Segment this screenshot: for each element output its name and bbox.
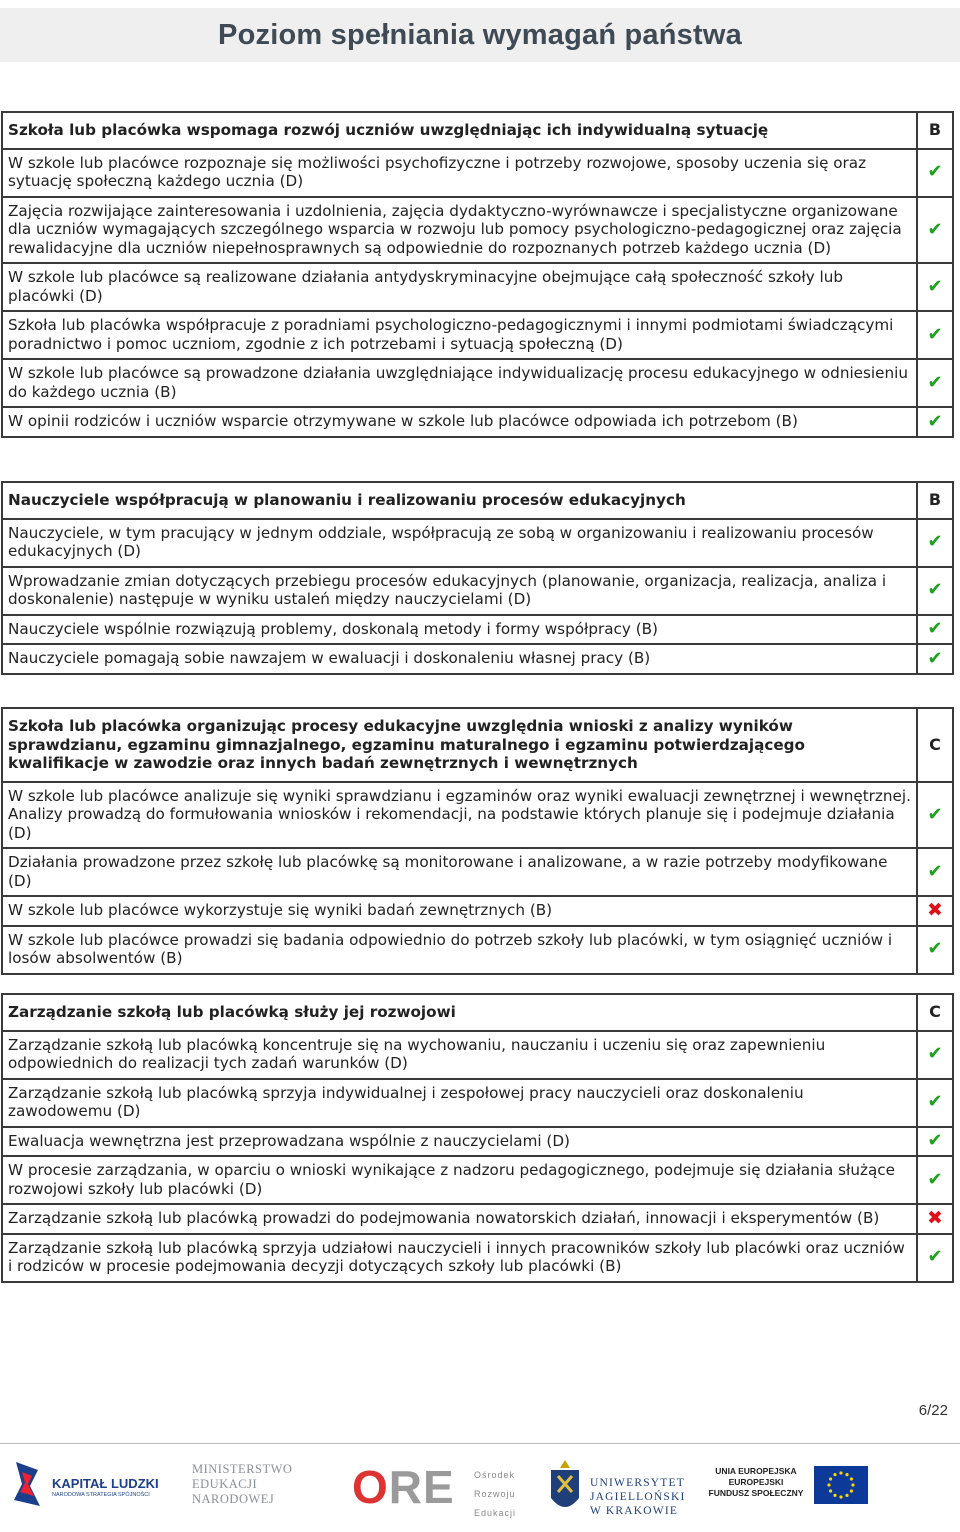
kapital-ludzki-subtitle: NARODOWA STRATEGIA SPÓJNOŚCI [52,1492,150,1498]
ministerstwo-line: MINISTERSTWO [192,1462,293,1476]
requirement-heading: Zarządzanie szkołą lub placówką służy jej rozwojowi [2,994,917,1031]
check-icon: ✔ [927,1168,943,1190]
check-icon: ✔ [927,1091,943,1113]
requirement-status-cell [917,1156,953,1204]
eu-line: FUNDUSZ SPOŁECZNY [708,1488,804,1498]
requirement-heading: Nauczyciele współpracują w planowaniu i realizowaniu procesów edukacyjnych [2,482,917,519]
requirement-item-row [2,615,953,645]
ore-line: Rozwoju [474,1489,516,1499]
ore-logo [352,1460,542,1522]
requirement-item-text: W szkole lub placówce prowadzi się badania odpowiednio do potrzeb szkoły lub placówki, w tym osiągnięć uczniów i losów absolwentów (B) [2,926,917,974]
eu-name [708,1466,804,1499]
requirement-grade: B [917,482,953,519]
page-number: 6/22 [918,1402,948,1419]
requirement-status-cell [917,1031,953,1079]
check-icon: ✔ [927,323,943,345]
requirement-heading-row [2,994,953,1031]
requirement-item-row [2,1031,953,1079]
requirement-item-text: Nauczyciele wspólnie rozwiązują problemy, doskonalą metody i formy współpracy (B) [2,615,917,645]
uj-crest-icon [548,1458,582,1518]
check-icon: ✔ [927,618,943,639]
requirement-item-row [2,782,953,849]
ministerstwo-line: NARODOWEJ [192,1492,275,1506]
cross-icon: ✖ [927,1207,943,1229]
ministerstwo-logo [192,1462,312,1518]
requirement-heading: Szkoła lub placówka wspomaga rozwój uczniów uwzględniając ich indywidualną sytuację [2,112,917,149]
requirement-status-cell [917,263,953,311]
requirement-status-cell [917,567,953,615]
requirement-table [1,993,954,1283]
requirement-item-row [2,263,953,311]
requirement-item-row [2,1234,953,1282]
uj-line: JAGIELLOŃSKI [590,1491,686,1503]
check-icon: ✔ [927,938,943,960]
requirement-status-cell [917,1204,953,1234]
uj-logo [548,1458,688,1522]
check-icon: ✔ [927,531,943,553]
requirement-item-text: W szkole lub placówce rozpoznaje się możliwości psychofizyczne i potrzeby rozwojowe, sposoby uczenia się oraz sytuację społeczną każdego ucznia (D) [2,149,917,197]
requirement-item-row [2,644,953,674]
requirement-status-cell [917,896,953,926]
requirement-item-text: W opinii rodziców i uczniów wsparcie otrzymywane w szkole lub placówce odpowiada ich potrzebom (B) [2,407,917,437]
ministerstwo-line: EDUKACJI [192,1477,258,1491]
requirement-item-row [2,311,953,359]
check-icon: ✔ [927,579,943,601]
requirement-item-row [2,1079,953,1127]
requirement-item-row [2,197,953,264]
eu-line: EUROPEJSKI [728,1477,784,1487]
requirement-item-row [2,567,953,615]
requirement-status-cell [917,1127,953,1157]
requirement-status-cell [917,149,953,197]
requirement-item-row [2,359,953,407]
requirement-item-row [2,519,953,567]
footer-logos [0,1452,960,1528]
requirement-heading-row [2,708,953,782]
requirement-status-cell [917,359,953,407]
check-icon: ✔ [927,275,943,297]
requirement-status-cell [917,1234,953,1282]
requirement-item-text: Zarządzanie szkołą lub placówką sprzyja udziałowi nauczycieli i innych pracowników szkoły lub placówki oraz uczniów i rodziców w procesie podejmowania decyzji dotyczących szkoły lub placówki (B) [2,1234,917,1282]
kapital-ludzki-name: KAPITAŁ LUDZKI [52,1476,159,1491]
requirement-status-cell [917,615,953,645]
requirement-status-cell [917,311,953,359]
requirement-item-row [2,1127,953,1157]
requirement-item-text: Wprowadzanie zmian dotyczących przebiegu procesów edukacyjnych (planowanie, organizacja, realizacja, analiza i doskonalenie) następuje w wyniku ustaleń między nauczycielami (D) [2,567,917,615]
cross-icon: ✖ [927,899,943,921]
check-icon: ✔ [927,647,943,669]
requirement-heading-row [2,112,953,149]
kapital-ludzki-emblem-icon [10,1462,44,1508]
requirement-table [1,707,954,975]
requirement-item-text: W szkole lub placówce wykorzystuje się wyniki badań zewnętrznych (B) [2,896,917,926]
check-icon: ✔ [927,1130,943,1151]
check-icon: ✔ [927,410,943,432]
uj-line: UNIWERSYTET [590,1477,685,1489]
requirement-item-text: W szkole lub placówce są realizowane działania antydyskryminacyjne obejmujące całą społeczność szkoły lub placówki (D) [2,263,917,311]
requirement-status-cell [917,926,953,974]
requirement-item-text: W procesie zarządzania, w oparciu o wnioski wynikające z nadzoru pedagogicznego, podejmuje się działania służące rozwojowi szkoły lub placówki (D) [2,1156,917,1204]
ore-line: Edukacji [474,1508,517,1518]
requirement-grade: C [917,708,953,782]
eu-logo [708,1458,868,1518]
requirement-item-text: Ewaluacja wewnętrzna jest przeprowadzana wspólnie z nauczycielami (D) [2,1127,917,1157]
requirement-item-text: W szkole lub placówce analizuje się wyniki sprawdzianu i egzaminów oraz wyniki ewaluacji zewnętrznej i wewnętrznej. Analizy prowadzą do formułowania wniosków i rekomendacji, na podstawie których planuje się i podejmuje działania (D) [2,782,917,849]
requirement-item-row [2,896,953,926]
requirement-item-text: W szkole lub placówce są prowadzone działania uwzględniające indywidualizację procesu edukacyjnego w odniesieniu do każdego ucznia (B) [2,359,917,407]
requirement-item-text: Zarządzanie szkołą lub placówką koncentruje się na wychowaniu, nauczaniu i uczeniu się oraz zapewnieniu odpowiednich do realizacji tych zadań warunków (D) [2,1031,917,1079]
requirement-status-cell [917,407,953,437]
requirement-table [1,481,954,675]
requirement-status-cell [917,519,953,567]
requirement-item-text: Zarządzanie szkołą lub placówką sprzyja indywidualnej i zespołowej pracy nauczycieli oraz doskonaleniu zawodowemu (D) [2,1079,917,1127]
check-icon: ✔ [927,1246,943,1268]
ore-name [474,1466,516,1523]
footer-divider [0,1443,960,1444]
check-icon: ✔ [927,371,943,393]
requirement-status-cell [917,1079,953,1127]
requirement-item-row [2,1156,953,1204]
requirement-item-text: Nauczyciele, w tym pracujący w jednym oddziale, współpracują ze sobą w organizowaniu i realizowaniu procesów edukacyjnych (D) [2,519,917,567]
check-icon: ✔ [927,1043,943,1065]
check-icon: ✔ [927,161,943,183]
uj-name [590,1476,686,1518]
requirement-grade: B [917,112,953,149]
requirement-item-text: Szkoła lub placówka współpracuje z poradniami psychologiczno-pedagogicznymi i innymi podmiotami świadczącymi poradnictwo i pomoc uczniom, zgodnie z ich potrzebami i sytuacją społeczną (D) [2,311,917,359]
ore-line: Ośrodek [474,1470,516,1480]
check-icon: ✔ [927,860,943,882]
requirement-status-cell [917,197,953,264]
page-title: Poziom spełniania wymagań państwa [218,18,742,51]
requirement-item-row [2,1204,953,1234]
requirement-item-row [2,848,953,896]
ore-wordmark: ORE [352,1461,455,1513]
requirement-grade: C [917,994,953,1031]
requirement-item-row [2,407,953,437]
kapital-ludzki-logo [10,1458,180,1518]
requirement-item-text: Działania prowadzone przez szkołę lub placówkę są monitorowane i analizowane, a w razie potrzeby modyfikowane (D) [2,848,917,896]
uj-line: W KRAKOWIE [590,1505,679,1517]
requirement-item-text: Zajęcia rozwijające zainteresowania i uzdolnienia, zajęcia dydaktyczno-wyrównawcze i specjalistyczne organizowane dla uczniów wymagających szczególnego wsparcia w rozwoju lub pomocy psychologiczno-pedagogicznej oraz zajęcia rewalidacyjne dla uczniów niepełnosprawnych są odpowiednie do rozpoznanych potrzeb każdego ucznia (D) [2,197,917,264]
check-icon: ✔ [927,803,943,825]
title-bar [0,8,960,62]
requirement-item-row [2,926,953,974]
requirement-item-text: Zarządzanie szkołą lub placówką prowadzi do podejmowania nowatorskich działań, innowacji i eksperymentów (B) [2,1204,917,1234]
requirement-status-cell [917,848,953,896]
eu-line: UNIA EUROPEJSKA [715,1466,797,1476]
requirement-status-cell [917,644,953,674]
requirement-item-text: Nauczyciele pomagają sobie nawzajem w ewaluacji i doskonaleniu własnej pracy (B) [2,644,917,674]
requirement-table [1,111,954,438]
requirement-heading-row [2,482,953,519]
requirement-status-cell [917,782,953,849]
requirement-heading: Szkoła lub placówka organizując procesy edukacyjne uwzględnia wnioski z analizy wyników sprawdzianu, egzaminu gimnazjalnego, egzaminu maturalnego i egzaminu potwierdzającego kwalifikacje w zawodzie oraz innych badań zewnętrznych i wewnętrznych [2,708,917,782]
check-icon: ✔ [927,218,943,240]
requirement-item-row [2,149,953,197]
eu-flag-icon [814,1466,868,1504]
